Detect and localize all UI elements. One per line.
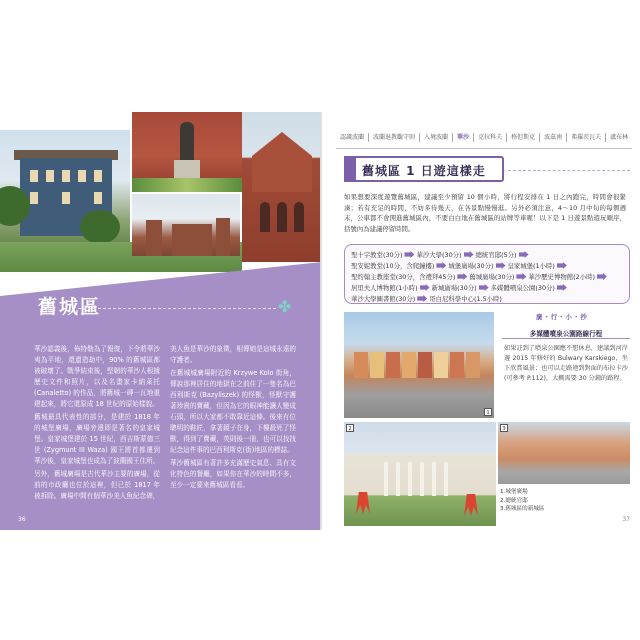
page-number-right: 37 [622,516,630,523]
arrow-right-icon [557,262,567,269]
route-stop: 舊城廣場(30分) [469,273,515,281]
route-stop: 城堡廣場(30分) [448,262,494,270]
arrow-right-icon [519,251,529,258]
heading-tab [344,156,504,182]
caption: 1.城堡廣場 [500,489,528,495]
walk-tip-title: 多媒體噴泉公園路線行程 [529,330,603,338]
arrow-right-icon [457,273,467,280]
arrow-right-icon [597,273,607,280]
route-stop: 新城廣場(30分) [431,284,477,292]
route-stop: 聖約翰主教座堂(30分，含禮拜45分) [351,273,456,281]
body-column-1 [34,344,160,502]
left-page [0,112,322,530]
route-stop: 哥白尼科學中心(1.5小時) [429,295,502,303]
arrow-right-icon [436,262,446,269]
nav-item: 波茲南 [540,133,567,142]
arrow-right-icon [557,284,567,291]
nav-item-active: 華沙 [453,133,474,142]
nav-item: 認識波蘭 [336,133,369,142]
paragraph: 華沙舊城區有著許多充滿歷史氣息、具有文化特色的餐廳，如果你在華沙的時間不多，至少一定要來舊城區看看。 [170,459,296,489]
heading-divider [508,170,630,171]
photo-barbican [132,194,240,256]
route-row [351,271,623,282]
paragraph: 華沙認義後，佈特勒為了報復，下令將華沙夷為平地，還遺造劫中，90% 的舊城區都被破壞了。戰爭結束後，堅韌的華沙人根據歷史文件和照片，以及名畫家卡納萊托 (Canaletto) 的作品，將舊城一磚一瓦地重建起來，將它還原成 18 世紀的原始樣貌。 [34,345,160,408]
route-stop: 華沙大學(30分) [416,251,462,259]
route-box [344,244,630,304]
route-stop: 聖安妮教堂(10分，含爬鐘樓) [351,262,435,270]
arrow-right-icon [516,273,526,280]
paragraph: 另外，舊城廣場是古代華沙主要的廣場，從前的市政廳也位於這裡，但已於 1817 年被拆除。廣場中間有個華沙美人魚紀念碑， [34,470,160,500]
arrow-right-icon [404,251,414,258]
route-row [351,249,623,260]
title-divider [78,308,276,309]
paragraph: 舊城最具代表性的部分，是建於 1818 年的城堡廣場，廣場旁邊即是著名的皇家城堡。皇家城堡建於 15 世紀，西吉斯蒙德三世 (Zygmunt III Waza) 國王將首都遷到華沙後，皇家城堡也成為了波蘭國王住所。 [34,413,160,465]
walk-tip-label: 廣・行・小・抄 [536,313,588,321]
photo-old-town [498,422,630,484]
book-spread [0,112,640,530]
route-stop: 多媒體噴泉公園(30分) [490,284,555,292]
right-page [322,112,640,530]
caption: 2.總統官邸 [500,497,528,504]
chapter-nav [336,130,632,144]
route-stop: 總統官邸(5分) [475,251,517,259]
walk-tip-body: 如果註到了噴泉公園應不想休息，建議到河岸邊 2015 年修好的 Bulwary Karskiego，坐下欣賞風景；也可以走路連到對面的布拉卡沙 (可參考 P.112)，大概需要 30 分鐘的路程。 [504,345,628,382]
arrow-right-icon [420,284,430,291]
nav-item: 入境波蘭 [420,133,453,142]
arrow-right-icon [464,251,474,258]
photo-number: 1 [484,408,492,416]
photo-number: 2 [346,424,354,432]
photo-little-insurgent-statue [132,112,242,192]
route-row [351,282,623,293]
nav-item: 波蘭退教觀守則 [369,133,420,142]
route-stop: 居里夫人博物館(1小時) [351,284,418,292]
route-row [351,293,623,304]
photo-painted-building [0,130,130,242]
page-number-left: 36 [18,516,26,523]
route-stop: 皇家城堡(1小時) [507,262,555,270]
photo-palace [344,422,496,526]
route-stop: 聖十字教堂(30分) [351,251,403,259]
nav-divider [336,148,632,149]
route-stop: 華沙大學圖書館(30分) [351,295,416,303]
photo-number: 3 [500,424,508,432]
arrow-right-icon [496,262,506,269]
paragraph: 在舊城城廣場附近的 Krzywe Kolo 街角，傳說那裡居住的地獄在之前住了一隻名為巴西利斯克 (Bazyliszek) 的怪獸，怪獸守護著珍貴的寶藏，但因為它的眼神能讓人變成石頭，所以大家都不敢靠近這條。後來有位聰明的鞋匠，拿著鏡子在身，下樓殺死了怪獸，得到了寶藏，英則後一冊，也可以找找紀念這件事的巴西利斯克(街)地區的標誌。 [170,369,296,454]
photo-gothic-church [242,112,322,262]
photo-castle-square [344,312,494,418]
section-title: 舊城區 [38,296,102,318]
flower-ornament-icon: ✤ [278,297,292,316]
route-stop: 華沙歷史博物館(2小時) [528,273,595,281]
photo-captions [500,488,545,514]
nav-item: 格但斯克 [507,133,540,142]
heading-accent-bar [344,156,356,182]
arrow-right-icon [417,295,427,302]
route-row [351,260,623,271]
page-heading: 舊城區 1 日遊這樣走 [362,164,486,178]
walk-title-divider [502,338,630,339]
nav-item: 盧布林 [610,133,629,141]
nav-item: 克拉科夫 [474,133,507,142]
caption: 3.舊城區的新城區 [500,506,545,512]
body-column-2 [170,344,296,491]
nav-item: 弗羅茨瓦夫 [567,133,606,142]
intro-paragraph: 如果想要深度遊覽舊城區，建議至少預留 10 個小時，將行程安排在 1 日之內跑完，時間會很緊湊；若有充足的時間，不妨多待幾天，在各景點慢慢逛。另外必須注意，4～10 月中旬的每個週末，公車都不會開進舊城區內，不要白白地在舊城區的站牌等車喔！以下是 1 日遊景點遊玩順序，括號內為建議停留時間。 [344,193,626,233]
paragraph: 美人魚是華沙的象徵，相傳她是這城永遠的守護者。 [170,345,296,364]
arrow-right-icon [479,284,489,291]
